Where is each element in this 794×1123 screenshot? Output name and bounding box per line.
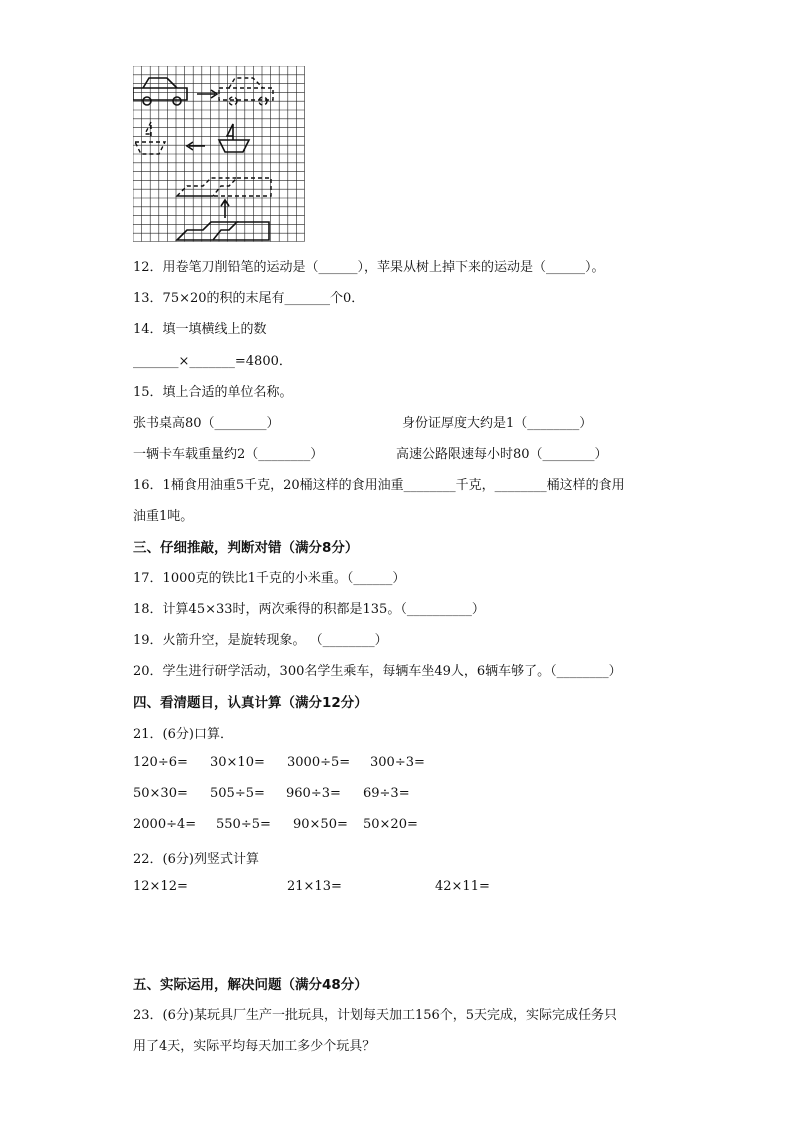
question-14: 14．填一填横线上的数 bbox=[133, 322, 267, 337]
question-13: 13．75×20的积的末尾有_______个0． bbox=[133, 291, 365, 306]
question-15-d: 高速公路限速每小时80（________） bbox=[396, 447, 608, 462]
question-15-c: 一辆卡车载重量约2（________） bbox=[133, 447, 324, 462]
oral-item: 30×10= bbox=[210, 755, 265, 770]
question-16: 16．1桶食用油重5千克，20桶这样的食用油重________千克，________桶这样的食用 bbox=[133, 478, 625, 493]
section-3-title: 三、仔细推敲，判断对错（满分8分） bbox=[133, 540, 359, 556]
oral-item: 960÷3= bbox=[286, 786, 341, 801]
question-15: 15．填上合适的单位名称。 bbox=[133, 385, 293, 400]
question-14-blank: _______×_______=4800． bbox=[133, 354, 292, 369]
question-16-cont: 油重1吨。 bbox=[133, 509, 194, 524]
question-18: 18．计算45×33时，两次乘得的积都是135。（__________） bbox=[133, 602, 485, 617]
oral-item: 2000÷4= bbox=[133, 817, 197, 832]
question-12: 12．用卷笔刀削铅笔的运动是（______），苹果从树上掉下来的运动是（______）。 bbox=[133, 260, 605, 275]
question-15-a: 张书桌高80（________） bbox=[133, 416, 280, 431]
question-21: 21．(6分)口算． bbox=[133, 727, 233, 742]
question-20: 20．学生进行研学活动，300名学生乘车，每辆车坐49人，6辆车够了。（________） bbox=[133, 664, 622, 679]
vertical-item: 12×12= bbox=[133, 879, 188, 894]
vertical-item: 42×11= bbox=[435, 879, 490, 894]
oral-item: 505÷5= bbox=[210, 786, 265, 801]
vertical-item: 21×13= bbox=[287, 879, 342, 894]
question-15-b: 身份证厚度大约是1（________） bbox=[402, 416, 593, 431]
car-dashed-shape bbox=[219, 78, 273, 100]
section-5-title: 五、实际运用，解决问题（满分48分） bbox=[133, 977, 368, 993]
arrow-right-icon bbox=[197, 90, 217, 98]
section-4-title: 四、看清题目，认真计算（满分12分） bbox=[133, 695, 368, 711]
oral-item: 3000÷5= bbox=[287, 755, 351, 770]
grid-figure bbox=[133, 66, 305, 242]
oral-item: 50×30= bbox=[133, 786, 188, 801]
question-17: 17．1000克的铁比1千克的小米重。（______） bbox=[133, 571, 406, 586]
question-23: 23．(6分)某玩具厂生产一批玩具，计划每天加工156个，5天完成，实际完成任务只 bbox=[133, 1008, 618, 1023]
oral-item: 50×20= bbox=[363, 817, 418, 832]
oral-item: 300÷3= bbox=[370, 755, 425, 770]
question-23-cont: 用了4天，实际平均每天加工多少个玩具？ bbox=[133, 1039, 376, 1054]
oral-item: 69÷3= bbox=[363, 786, 410, 801]
question-22: 22．(6分)列竖式计算 bbox=[133, 852, 259, 867]
oral-item: 550÷5= bbox=[216, 817, 271, 832]
arrow-left-icon bbox=[187, 142, 205, 150]
oral-item: 120÷6= bbox=[133, 755, 188, 770]
question-19: 19．火箭升空，是旋转现象。 （________） bbox=[133, 633, 388, 648]
oral-item: 90×50= bbox=[293, 817, 348, 832]
